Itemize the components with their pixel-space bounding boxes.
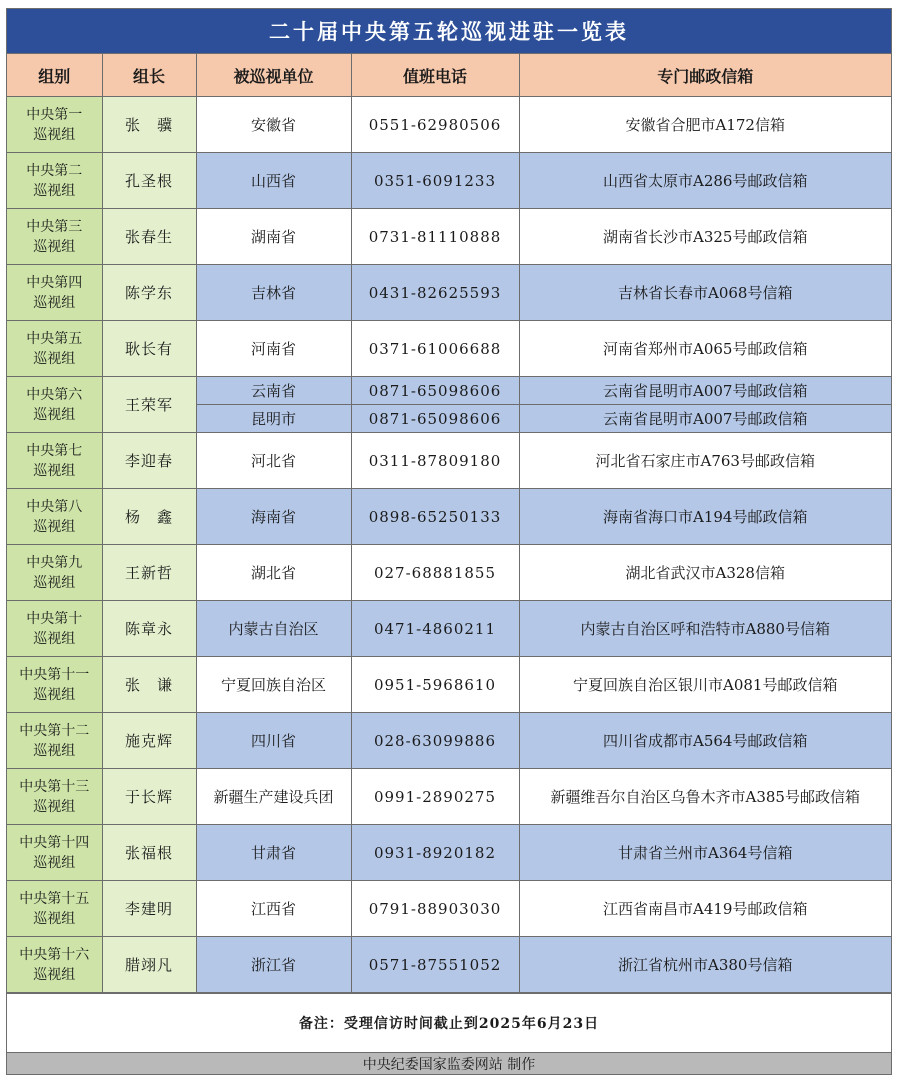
group-name: 中央第五 巡视组 bbox=[7, 321, 102, 377]
group-leader: 施克辉 bbox=[102, 713, 196, 769]
group-name: 中央第一 巡视组 bbox=[7, 97, 102, 153]
inspected-unit: 内蒙古自治区 bbox=[196, 601, 351, 657]
postal-mailbox: 云南省昆明市A007号邮政信箱 bbox=[519, 377, 891, 405]
duty-phone: 0431-82625593 bbox=[351, 265, 519, 321]
patrol-table bbox=[7, 54, 891, 993]
table-row bbox=[7, 713, 891, 769]
group-leader: 孔圣根 bbox=[102, 153, 196, 209]
table-row bbox=[7, 433, 891, 489]
duty-phone: 027-68881855 bbox=[351, 545, 519, 601]
postal-mailbox: 宁夏回族自治区银川市A081号邮政信箱 bbox=[519, 657, 891, 713]
duty-phone: 0731-81110888 bbox=[351, 209, 519, 265]
group-leader: 腊翊凡 bbox=[102, 937, 196, 993]
table-row bbox=[7, 265, 891, 321]
duty-phone: 0371-61006688 bbox=[351, 321, 519, 377]
duty-phone: 0551-62980506 bbox=[351, 97, 519, 153]
inspected-unit: 浙江省 bbox=[196, 937, 351, 993]
inspected-unit: 甘肃省 bbox=[196, 825, 351, 881]
inspected-unit: 吉林省 bbox=[196, 265, 351, 321]
inspected-unit: 昆明市 bbox=[196, 405, 351, 433]
page-title: 二十届中央第五轮巡视进驻一览表 bbox=[7, 9, 891, 54]
duty-phone: 0351-6091233 bbox=[351, 153, 519, 209]
group-name: 中央第十五 巡视组 bbox=[7, 881, 102, 937]
group-leader: 陈章永 bbox=[102, 601, 196, 657]
inspected-unit: 四川省 bbox=[196, 713, 351, 769]
inspected-unit: 江西省 bbox=[196, 881, 351, 937]
table-row bbox=[7, 377, 891, 405]
group-leader: 杨 鑫 bbox=[102, 489, 196, 545]
duty-phone: 0471-4860211 bbox=[351, 601, 519, 657]
table-body bbox=[7, 97, 891, 993]
table-row bbox=[7, 769, 891, 825]
group-leader: 张福根 bbox=[102, 825, 196, 881]
table-row bbox=[7, 97, 891, 153]
postal-mailbox: 甘肃省兰州市A364号信箱 bbox=[519, 825, 891, 881]
group-name: 中央第二 巡视组 bbox=[7, 153, 102, 209]
inspected-unit: 海南省 bbox=[196, 489, 351, 545]
table-row bbox=[7, 825, 891, 881]
group-name: 中央第八 巡视组 bbox=[7, 489, 102, 545]
duty-phone: 0951-5968610 bbox=[351, 657, 519, 713]
table-row bbox=[7, 209, 891, 265]
group-name: 中央第十二 巡视组 bbox=[7, 713, 102, 769]
duty-phone: 0871-65098606 bbox=[351, 405, 519, 433]
postal-mailbox: 江西省南昌市A419号邮政信箱 bbox=[519, 881, 891, 937]
header-leader: 组长 bbox=[102, 54, 196, 97]
postal-mailbox: 浙江省杭州市A380号信箱 bbox=[519, 937, 891, 993]
header-phone: 值班电话 bbox=[351, 54, 519, 97]
group-leader: 耿长有 bbox=[102, 321, 196, 377]
postal-mailbox: 河北省石家庄市A763号邮政信箱 bbox=[519, 433, 891, 489]
group-name: 中央第四 巡视组 bbox=[7, 265, 102, 321]
group-name: 中央第十四 巡视组 bbox=[7, 825, 102, 881]
duty-phone: 0571-87551052 bbox=[351, 937, 519, 993]
group-leader: 王新哲 bbox=[102, 545, 196, 601]
duty-phone: 0931-8920182 bbox=[351, 825, 519, 881]
duty-phone: 0991-2890275 bbox=[351, 769, 519, 825]
postal-mailbox: 吉林省长春市A068号信箱 bbox=[519, 265, 891, 321]
group-name: 中央第十六 巡视组 bbox=[7, 937, 102, 993]
group-name: 中央第十一 巡视组 bbox=[7, 657, 102, 713]
duty-phone: 028-63099886 bbox=[351, 713, 519, 769]
inspected-unit: 河南省 bbox=[196, 321, 351, 377]
table-row bbox=[7, 545, 891, 601]
footer-credit: 中央纪委国家监委网站 制作 bbox=[7, 1052, 891, 1074]
note-text: 备注：受理信访时间截止到2025年6月23日 bbox=[7, 993, 891, 1052]
group-leader: 张春生 bbox=[102, 209, 196, 265]
group-name: 中央第六 巡视组 bbox=[7, 377, 102, 433]
table-row bbox=[7, 657, 891, 713]
table-row bbox=[7, 489, 891, 545]
inspected-unit: 河北省 bbox=[196, 433, 351, 489]
duty-phone: 0898-65250133 bbox=[351, 489, 519, 545]
postal-mailbox: 湖北省武汉市A328信箱 bbox=[519, 545, 891, 601]
header-unit: 被巡视单位 bbox=[196, 54, 351, 97]
group-name: 中央第十 巡视组 bbox=[7, 601, 102, 657]
group-name: 中央第三 巡视组 bbox=[7, 209, 102, 265]
inspected-unit: 湖北省 bbox=[196, 545, 351, 601]
postal-mailbox: 云南省昆明市A007号邮政信箱 bbox=[519, 405, 891, 433]
group-leader: 李建明 bbox=[102, 881, 196, 937]
group-leader: 于长辉 bbox=[102, 769, 196, 825]
postal-mailbox: 湖南省长沙市A325号邮政信箱 bbox=[519, 209, 891, 265]
group-leader: 张 谦 bbox=[102, 657, 196, 713]
duty-phone: 0791-88903030 bbox=[351, 881, 519, 937]
duty-phone: 0871-65098606 bbox=[351, 377, 519, 405]
postal-mailbox: 四川省成都市A564号邮政信箱 bbox=[519, 713, 891, 769]
inspected-unit: 宁夏回族自治区 bbox=[196, 657, 351, 713]
postal-mailbox: 海南省海口市A194号邮政信箱 bbox=[519, 489, 891, 545]
table-row bbox=[7, 881, 891, 937]
inspected-unit: 湖南省 bbox=[196, 209, 351, 265]
group-leader: 王荣军 bbox=[102, 377, 196, 433]
postal-mailbox: 安徽省合肥市A172信箱 bbox=[519, 97, 891, 153]
postal-mailbox: 新疆维吾尔自治区乌鲁木齐市A385号邮政信箱 bbox=[519, 769, 891, 825]
postal-mailbox: 山西省太原市A286号邮政信箱 bbox=[519, 153, 891, 209]
patrol-table-sheet bbox=[6, 8, 892, 1075]
table-row bbox=[7, 601, 891, 657]
table-row bbox=[7, 937, 891, 993]
inspected-unit: 山西省 bbox=[196, 153, 351, 209]
group-leader: 陈学东 bbox=[102, 265, 196, 321]
header-group: 组别 bbox=[7, 54, 102, 97]
inspected-unit: 安徽省 bbox=[196, 97, 351, 153]
postal-mailbox: 河南省郑州市A065号邮政信箱 bbox=[519, 321, 891, 377]
inspected-unit: 新疆生产建设兵团 bbox=[196, 769, 351, 825]
group-name: 中央第十三 巡视组 bbox=[7, 769, 102, 825]
group-leader: 李迎春 bbox=[102, 433, 196, 489]
table-row bbox=[7, 153, 891, 209]
group-leader: 张 骥 bbox=[102, 97, 196, 153]
header-mailbox: 专门邮政信箱 bbox=[519, 54, 891, 97]
inspected-unit: 云南省 bbox=[196, 377, 351, 405]
group-name: 中央第九 巡视组 bbox=[7, 545, 102, 601]
table-header-row bbox=[7, 54, 891, 97]
table-row bbox=[7, 321, 891, 377]
postal-mailbox: 内蒙古自治区呼和浩特市A880号信箱 bbox=[519, 601, 891, 657]
group-name: 中央第七 巡视组 bbox=[7, 433, 102, 489]
duty-phone: 0311-87809180 bbox=[351, 433, 519, 489]
